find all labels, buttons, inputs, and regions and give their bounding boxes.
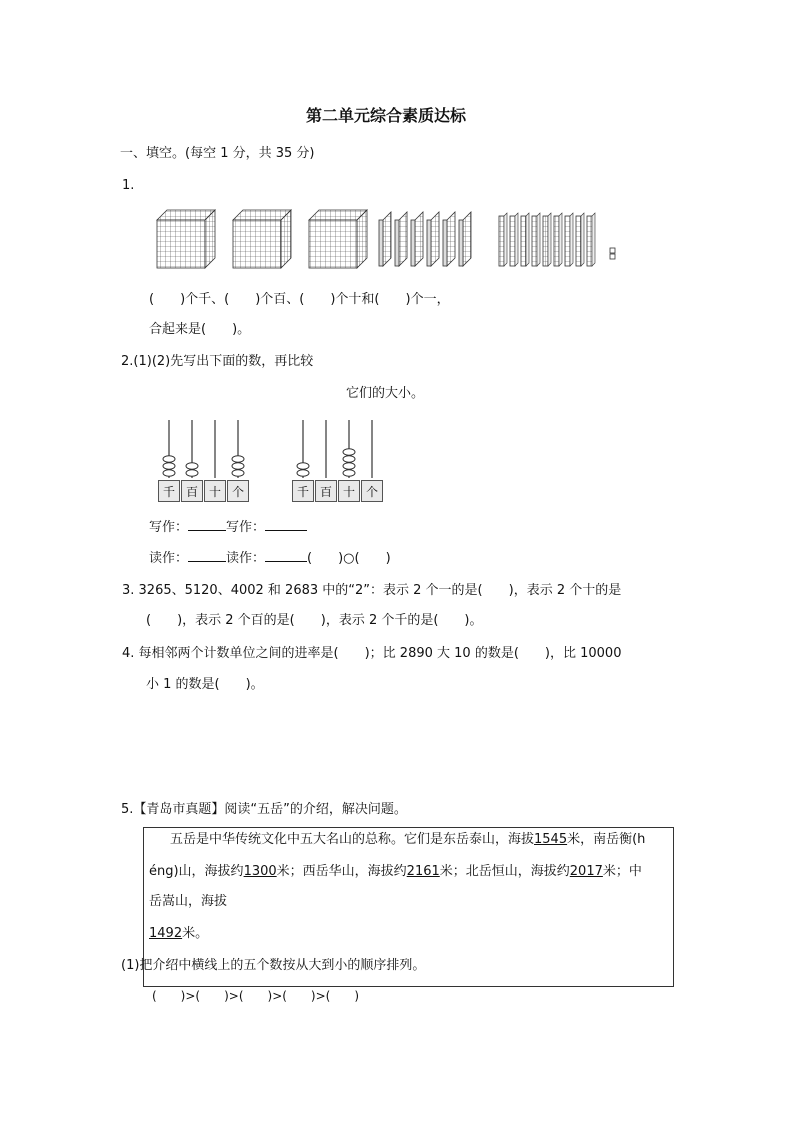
page-title: 第二单元综合素质达标 bbox=[306, 106, 467, 125]
abacus-bead bbox=[163, 463, 175, 470]
abacus-label-thousands: 千 bbox=[158, 480, 180, 502]
read-label-1: 读作： bbox=[149, 551, 189, 566]
thousand-cube bbox=[233, 210, 291, 268]
abacus-bead bbox=[343, 456, 355, 463]
ten-rod bbox=[532, 213, 540, 266]
hundred-flat bbox=[459, 212, 471, 266]
ten-rod bbox=[543, 213, 551, 266]
abacus-label-tens: 十 bbox=[338, 480, 360, 502]
hundred-flat bbox=[443, 212, 455, 266]
intro-line-4 bbox=[149, 926, 208, 942]
ten-rod bbox=[587, 213, 595, 266]
intro-text: 米；北岳恒山，海拔约 bbox=[439, 864, 570, 879]
unit-cube bbox=[610, 248, 615, 253]
abacus-label-thousands: 千 bbox=[292, 480, 314, 502]
abacus-bead bbox=[232, 463, 244, 470]
abacus-bead bbox=[186, 470, 198, 477]
intro-line-3: 岳嵩山，海拔 bbox=[149, 894, 228, 909]
abacus-bead bbox=[186, 463, 198, 470]
write-line bbox=[149, 520, 307, 536]
height-hengshan-south: 1300 bbox=[243, 864, 277, 879]
ten-rod bbox=[521, 213, 529, 266]
question-3-line2: ( )，表示 2 个百的是( )，表示 2 个千的是( )。 bbox=[146, 613, 483, 628]
intro-line-2 bbox=[149, 864, 642, 880]
abacus-bead bbox=[163, 456, 175, 463]
read-line bbox=[149, 551, 391, 567]
abacus-bead bbox=[343, 463, 355, 470]
intro-text: 米，南岳衡(h bbox=[567, 832, 646, 847]
question-5-sub-1: (1)把介绍中横线上的五个数按从大到小的顺序排列。 bbox=[121, 958, 426, 973]
ten-rod bbox=[510, 213, 518, 266]
ten-rod bbox=[576, 213, 584, 266]
intro-text: 五岳是中华传统文化中五大名山的总称。它们是东岳泰山，海拔 bbox=[170, 832, 535, 847]
question-1-number: 1. bbox=[122, 178, 135, 193]
intro-text: 米。 bbox=[182, 926, 209, 941]
ten-rod bbox=[554, 213, 562, 266]
question-2-label: 2.(1)(2)先写出下面的数，再比较 bbox=[121, 354, 314, 369]
hundred-flat bbox=[395, 212, 407, 266]
abacus-bead bbox=[343, 449, 355, 456]
abacus-bead bbox=[297, 470, 309, 477]
abacus-label-tens: 十 bbox=[204, 480, 226, 502]
write-label-1: 写作： bbox=[149, 520, 189, 535]
hundred-flat bbox=[379, 212, 391, 266]
abacus-bead bbox=[343, 470, 355, 477]
question-4-line2: 小 1 的数是( )。 bbox=[146, 677, 264, 692]
abacus-bead bbox=[232, 470, 244, 477]
intro-text: 米；中 bbox=[602, 864, 642, 879]
compare-blanks: ( )○( ) bbox=[307, 551, 391, 566]
abacus-1 bbox=[158, 418, 258, 478]
hundred-flat bbox=[427, 212, 439, 266]
unit-cube bbox=[610, 254, 615, 259]
intro-text: 米；西岳华山，海拔约 bbox=[276, 864, 407, 879]
height-songshan: 1492 bbox=[149, 926, 183, 941]
base-ten-blocks-figure bbox=[155, 206, 635, 276]
abacus-bead bbox=[163, 470, 175, 477]
question-3-line1: 3. 3265、5120、4002 和 2683 中的“2”：表示 2 个一的是( )，表示 2 个十的是 bbox=[122, 583, 622, 598]
abacus-label-ones: 个 bbox=[227, 480, 249, 502]
intro-line-1 bbox=[170, 832, 645, 848]
thousand-cube bbox=[309, 210, 367, 268]
height-hengshan-north: 2017 bbox=[569, 864, 603, 879]
question-2-label-cont: 它们的大小。 bbox=[346, 386, 425, 401]
thousand-cube bbox=[157, 210, 215, 268]
question-5-heading: 5.【青岛市真题】阅读“五岳”的介绍，解决问题。 bbox=[121, 802, 407, 817]
abacus-2 bbox=[292, 418, 392, 478]
ten-rod bbox=[565, 213, 573, 266]
abacus-bead bbox=[297, 463, 309, 470]
order-blanks: ( )>( )>( )>( )>( ) bbox=[152, 989, 360, 1003]
question-1-line1: ( )个千、( )个百、( )个十和( )个一， bbox=[149, 292, 450, 307]
question-1-line2: 合起来是( )。 bbox=[149, 322, 251, 337]
abacus-bead bbox=[232, 456, 244, 463]
ten-rod bbox=[499, 213, 507, 266]
height-taishan: 1545 bbox=[534, 832, 568, 847]
height-huashan: 2161 bbox=[406, 864, 440, 879]
intro-text: éng)山，海拔约 bbox=[149, 864, 244, 879]
write-label-2: 写作： bbox=[226, 520, 266, 535]
read-label-2: 读作： bbox=[226, 551, 266, 566]
abacus-label-hundreds: 百 bbox=[315, 480, 337, 502]
abacus-label-hundreds: 百 bbox=[181, 480, 203, 502]
hundred-flat bbox=[411, 212, 423, 266]
abacus-label-ones: 个 bbox=[361, 480, 383, 502]
question-4-line1: 4. 每相邻两个计数单位之间的进率是( )；比 2890 大 10 的数是( )，比 10000 bbox=[122, 646, 622, 661]
section-heading: 一、填空。(每空 1 分，共 35 分) bbox=[120, 146, 315, 161]
